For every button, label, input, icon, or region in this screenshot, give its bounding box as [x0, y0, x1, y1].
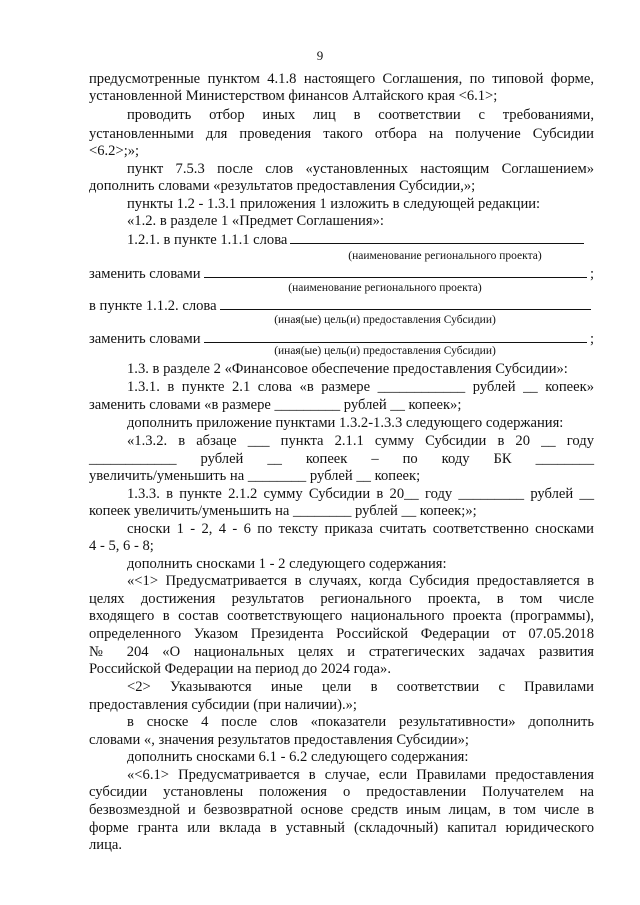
text-line: «1.3.2. в абзаце ___ пункта 2.1.1 сумму Субсидии в 20 __ году	[127, 433, 594, 449]
blank-underline	[290, 231, 584, 244]
text-line: увеличить/уменьшить на ________ рублей __ копеек;	[89, 468, 421, 484]
text-line: целях достижения результатов регионального проекта, в том числе	[89, 591, 594, 607]
page-number: 9	[316, 48, 324, 63]
text-line: субсидии установлены положения о предоставлении Получателем на	[89, 784, 594, 800]
text-line: Российской Федерации на период до 2024 года».	[89, 661, 391, 677]
text-line: <6.2>;»;	[89, 143, 140, 159]
fill-label: заменить словами	[89, 331, 201, 347]
text-line: «<1> Предусматривается в случаях, когда Субсидия предоставляется в	[127, 573, 594, 589]
text-line: входящего в состав соответствующего национального проекта (программы),	[89, 608, 594, 624]
text-line: 1.3.1. в пункте 2.1 слова «в размере ____________ рублей __ копеек»	[127, 379, 594, 395]
blank-underline	[204, 265, 587, 278]
text-line: словами «, значения результатов предоставления Субсидии»;	[89, 732, 469, 748]
text-line: пункт 7.5.3 после слов «установленных настоящим Соглашением»	[127, 161, 594, 177]
text-line: форме гранта или вклада в уставный (складочный) капитал юридического	[89, 820, 594, 836]
text-line: «<6.1> Предусматривается в случае, если Правилами предоставления	[127, 767, 594, 783]
text-line: № 204 «О национальных целях и стратегических задачах развития	[89, 644, 594, 660]
field-caption: (наименование регионального проекта)	[288, 282, 482, 294]
text-line: дополнить сносками 1 - 2 следующего содержания:	[127, 556, 447, 572]
text-line: дополнить словами «результатов предоставления Субсидии,»;	[89, 178, 476, 194]
text-line: лица.	[89, 837, 123, 853]
text-line: «1.2. в разделе 1 «Предмет Соглашения»:	[127, 213, 384, 229]
fill-end: ;	[589, 266, 594, 282]
text-line: установленными для проведения такого отбора на получение Субсидии	[89, 126, 594, 142]
fill-line	[89, 265, 594, 282]
text-line: 1.3. в разделе 2 «Финансовое обеспечение предоставления Субсидии»:	[127, 361, 568, 377]
text-line: 4 - 5, 6 - 8;	[89, 538, 154, 554]
fill-label: 1.2.1. в пункте 1.1.1 слова	[127, 232, 288, 248]
fill-label: в пункте 1.1.2. слова	[89, 298, 217, 314]
text-line: в сноске 4 после слов «показатели результативности» дополнить	[127, 714, 594, 730]
blank-underline	[220, 297, 591, 310]
fill-line	[127, 231, 587, 248]
text-line: заменить словами «в размере _________ рублей __ копеек»;	[89, 397, 462, 413]
text-line: проводить отбор иных лиц в соответствии с требованиями,	[127, 107, 594, 123]
fill-end: ;	[589, 331, 594, 347]
fill-label: заменить словами	[89, 266, 201, 282]
text-line: дополнить приложение пунктами 1.3.2-1.3.3 следующего содержания:	[127, 415, 564, 431]
text-line: пункты 1.2 - 1.3.1 приложения 1 изложить в следующей редакции:	[127, 196, 541, 212]
field-caption: (наименование регионального проекта)	[348, 250, 542, 262]
fill-line	[89, 297, 594, 314]
text-line: безвозмездной и безвозвратной основе средств иным лицам, в том числе в	[89, 802, 594, 818]
text-line: копеек увеличить/уменьшить на ________ рублей __ копеек;»;	[89, 503, 477, 519]
text-line: установленной Министерством финансов Алтайского края <6.1>;	[89, 88, 498, 104]
field-caption: (иная(ые) цель(и) предоставления Субсидии)	[274, 345, 496, 357]
text-line: предусмотренные пунктом 4.1.8 настоящего Соглашения, по типовой форме,	[89, 71, 594, 87]
text-line: 1.3.3. в пункте 2.1.2 сумму Субсидии в 20__ году _________ рублей __	[127, 486, 594, 502]
text-line: сноски 1 - 2, 4 - 6 по тексту приказа считать соответственно сносками	[127, 521, 594, 537]
blank-underline	[204, 330, 587, 343]
text-line: <2> Указываются иные цели в соответствии с Правилами	[127, 679, 594, 695]
text-line: ____________ рублей __ копеек – по коду БК ________	[89, 451, 594, 467]
field-caption: (иная(ые) цель(и) предоставления Субсидии)	[274, 314, 496, 326]
text-line: дополнить сносками 6.1 - 6.2 следующего содержания:	[127, 749, 469, 765]
text-line: определенного Указом Президента Российской Федерации от 07.05.2018	[89, 626, 594, 642]
text-line: предоставления субсидии (при наличии).»;	[89, 697, 357, 713]
